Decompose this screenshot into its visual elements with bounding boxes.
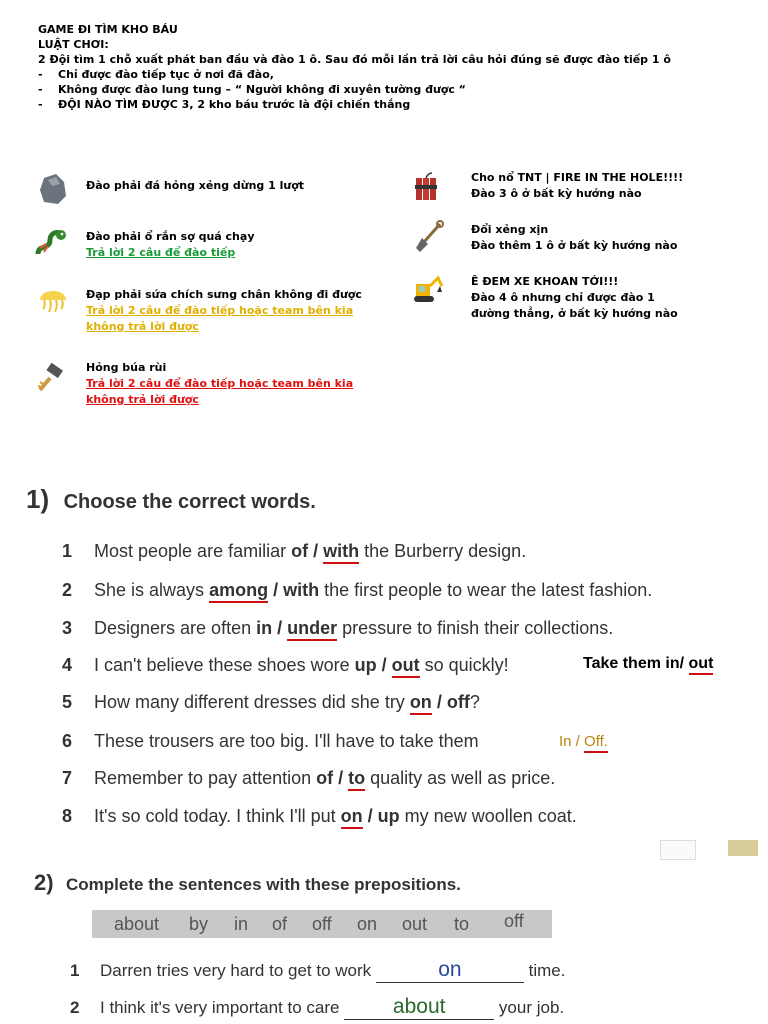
item-tnt: Cho nổ TNT | FIRE IN THE HOLE!!!! Đào 3 ô ở bất kỳ hướng nào [471,171,684,200]
section1-heading [26,484,316,515]
rules-intro: 2 Đội tìm 1 chỗ xuất phát ban đầu và đào 1 ô. Sau đó mỗi lần trả lời câu hỏi đúng sẽ được đào tiếp 1 ô [38,53,671,66]
question-1: 1 Most people are familiar of / with the Burberry design. [62,541,526,562]
item-excavator: Ê ĐEM XE KHOAN TỚI!!! Đào 4 ô nhưng chỉ được đào 1 đường thẳng, ở bất kỳ hướng nào [471,275,678,320]
snake-icon [34,224,68,258]
item-snake: Đào phải ổ rắn sợ quá chạy Trả lời 2 câu để đào tiếp [86,230,255,259]
section2-title: Complete the sentences with these prepositions. [66,875,461,894]
prepositions-box [92,910,552,938]
section1-title: Choose the correct words. [63,491,316,513]
rules-header [38,22,671,112]
rule-item: - Không được đào lung tung – “ Người không đi xuyên tường được “ [38,83,466,96]
question-3: 3 Designers are often in / under pressure to finish their collections. [62,618,613,639]
item-jellyfish: Đạp phải sứa chích sưng chân không đi được Trả lời 2 câu để đào tiếp hoặc team bên kia không trả lời được [86,288,362,333]
handwritten-answer-4: Take them in/ out [583,655,713,673]
rule-item: - Chỉ được đào tiếp tục ở nơi đã đào, [38,68,274,81]
question-2: 2 She is always among / with the first people to wear the latest fashion. [62,580,652,601]
section2-heading [34,870,461,896]
item-shovel: Đổi xẻng xịn Đào thêm 1 ô ở bất kỳ hướng nào [471,223,678,252]
question-6: 6 These trousers are too big. I'll have to take them [62,731,479,751]
sentence-1: 1 Darren tries very hard to get to work on time. [70,958,566,981]
question-7: 7 Remember to pay attention of / to quality as well as price. [62,768,555,789]
shovel-icon [412,220,446,254]
rock-icon [36,172,70,206]
jellyfish-icon [36,284,70,318]
item-hammer: Hỏng búa rùi Trả lời 2 câu để đào tiếp hoặc team bên kia không trả lời được [86,361,354,406]
preposition: in [234,914,249,934]
handwritten-answer-6: In / Off. [559,733,608,750]
broken-hammer-icon [34,362,68,396]
question-4: 4 I can't believe these shoes wore up / out so quickly! [62,655,509,676]
section1-number: 1) [26,484,50,514]
preposition: by [189,914,209,934]
tnt-icon [410,170,444,204]
preposition: on [357,914,378,934]
preposition: out [402,914,428,934]
preposition: to [454,914,470,934]
question-8: 8 It's so cold today. I think I'll put on / up my new woollen coat. [62,806,577,827]
sentence-2: 2 I think it's very important to care about your job. [70,995,565,1018]
thumbnail [728,840,758,856]
thumbnail [660,840,696,860]
preposition: of [272,914,288,934]
written-extra-preposition: off [504,911,524,931]
item-rock: Đào phải đá hỏng xẻng dừng 1 lượt [86,179,305,192]
answer-2: about [392,995,446,1018]
preposition: off [312,914,332,934]
game-title: GAME ĐI TÌM KHO BÁU [38,23,178,36]
excavator-icon [410,272,444,306]
question-5: 5 How many different dresses did she try on / off? [62,692,480,713]
answer-1: on [438,958,462,981]
rules-title: LUẬT CHƠI: [38,38,109,51]
rule-item: - ĐỘI NÀO TÌM ĐƯỢC 3, 2 kho báu trước là đội chiến thắng [38,98,411,111]
preposition: about [114,914,160,934]
section2-number: 2) [34,870,54,895]
